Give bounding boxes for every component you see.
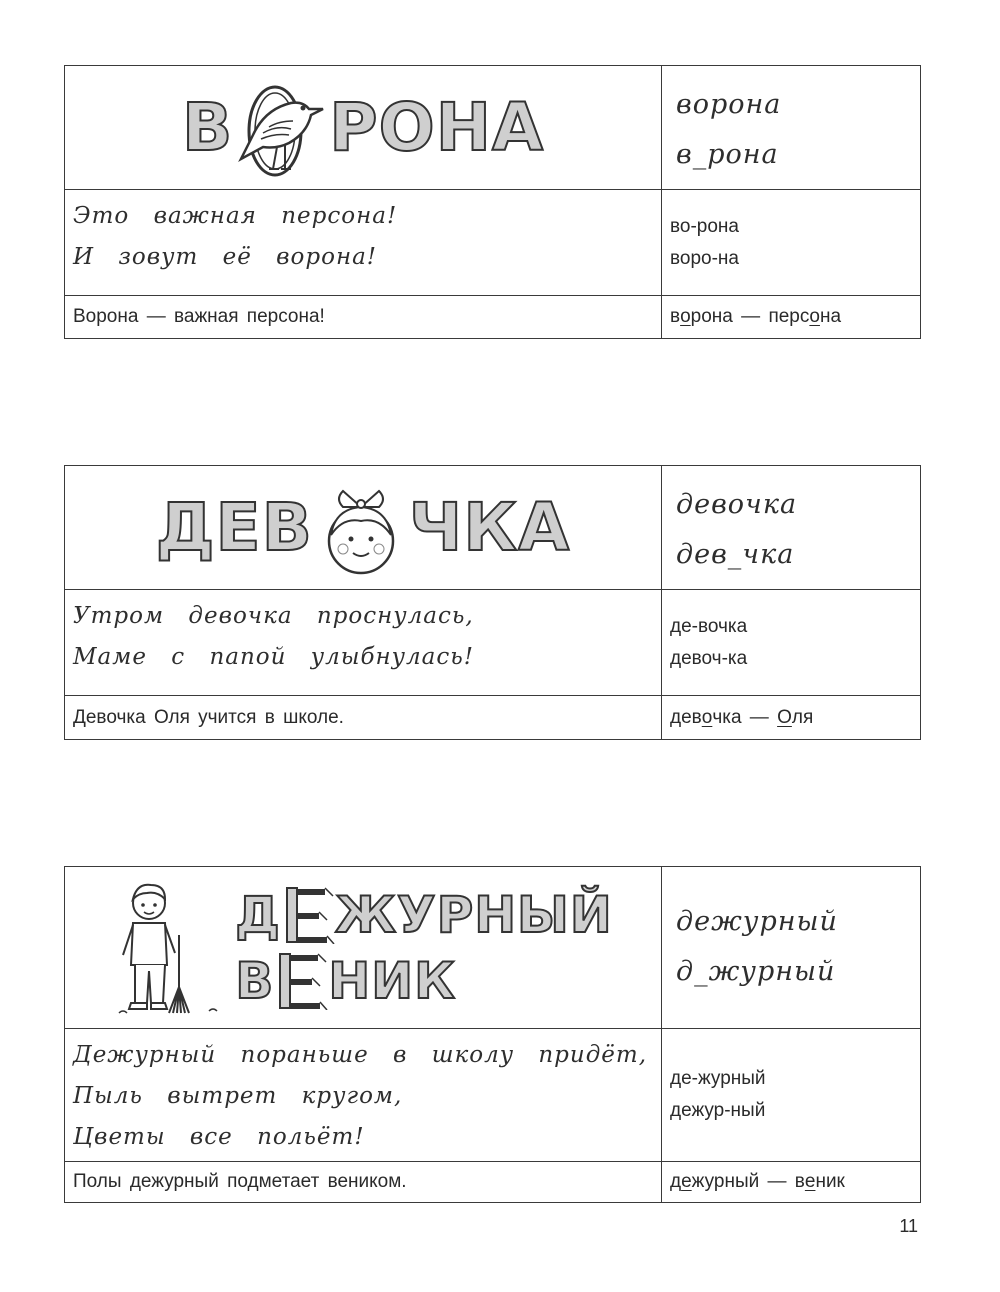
cursive-word-gap: дев_чка <box>676 539 795 570</box>
rhyme-line: Цветы все польёт! <box>73 1124 365 1150</box>
word-pair <box>662 296 920 338</box>
rhyme-line: Маме с папой улыбнулась! <box>73 644 475 670</box>
rhyme-line: Дежурный пораньше в школу придёт, <box>73 1042 648 1068</box>
cursive-spelling <box>662 66 920 190</box>
underlined-vowel: е <box>804 1171 816 1192</box>
dash: — <box>741 706 778 728</box>
rhyme-line: Пыль вытрет кругом, <box>73 1083 403 1109</box>
word-part: дев <box>670 706 702 728</box>
word-part: ник <box>815 1171 845 1192</box>
example-sentence: Девочка Оля учится в школе. <box>73 706 344 728</box>
word-part: в <box>670 306 681 327</box>
cursive-word-gap: д_журный <box>676 956 836 987</box>
underlined-vowel: е <box>681 1171 692 1192</box>
syllable-split: де-вочка <box>670 615 748 637</box>
broom-letter-e-icon <box>281 886 335 944</box>
word-pair <box>662 696 920 739</box>
cursive-rhyme <box>65 190 662 296</box>
dash: — <box>759 1171 795 1192</box>
word-banner <box>65 466 662 590</box>
word-card-vorona <box>64 65 921 339</box>
dash: — <box>732 306 769 327</box>
banner-letters-before: В <box>181 88 234 166</box>
word-banner <box>65 867 662 1029</box>
example-sentence-cell <box>65 696 662 739</box>
girl-face-icon <box>313 473 409 583</box>
example-sentence-cell <box>65 296 662 338</box>
word-banner <box>65 66 662 190</box>
word-pair-cell <box>662 696 920 739</box>
word-card-devochka <box>64 465 921 740</box>
word-part: рона <box>690 306 733 327</box>
example-sentence: Полы дежурный подметает веником. <box>73 1171 407 1192</box>
banner-two-lines <box>235 886 612 1010</box>
cursive-spelling <box>662 466 920 590</box>
word-part: чка <box>712 706 742 728</box>
syllable-split: де-журный <box>670 1068 766 1089</box>
banner-letters-rest: ЖУРНЫЙ <box>334 885 613 944</box>
cursive-word: девочка <box>676 489 798 520</box>
cursive-rhyme <box>65 1029 662 1162</box>
cursive-word: дежурный <box>676 906 838 937</box>
banner-letters-rest: НИК <box>328 951 456 1010</box>
page-number: 11 <box>899 1216 918 1236</box>
banner-letters-before: ДЕВ <box>155 488 313 566</box>
rhyme-line: И зовут её ворона! <box>73 244 378 270</box>
word-part: ля <box>791 706 814 728</box>
syllable-split: во-рона <box>670 215 739 237</box>
example-sentence: Ворона — важная персона! <box>73 306 325 327</box>
underlined-vowel: о <box>701 706 713 728</box>
word-part: журный <box>691 1171 760 1192</box>
banner-letter: Д <box>235 885 281 944</box>
word-pair <box>662 1162 920 1202</box>
underlined-vowel: о <box>680 306 691 327</box>
word-card-dezhurny <box>64 866 921 1203</box>
underlined-vowel: О <box>777 706 792 728</box>
rhyme-line: Это важная персона! <box>73 203 398 229</box>
word-part: перс <box>768 306 810 327</box>
underlined-vowel: о <box>809 306 820 327</box>
word-part: на <box>819 306 842 327</box>
word-pair-cell <box>662 1162 920 1202</box>
rhyme-line: Утром девочка проснулась, <box>73 603 474 629</box>
banner-letters-after: РОНА <box>329 88 545 166</box>
syllables-cell <box>662 1029 920 1162</box>
cursive-rhyme <box>65 590 662 696</box>
word-part: в <box>794 1171 805 1192</box>
banner-letters-after: ЧКА <box>408 488 571 566</box>
word-part: д <box>670 1171 682 1192</box>
example-sentence-cell <box>65 1162 662 1202</box>
cursive-spelling <box>662 867 920 1029</box>
banner-letter: В <box>235 951 275 1010</box>
syllables-cell <box>662 190 920 296</box>
cursive-word-gap: в_рона <box>676 139 779 170</box>
syllables-cell <box>662 590 920 696</box>
syllable-split: воро-на <box>670 247 739 269</box>
syllable-split: девоч-ка <box>670 647 748 669</box>
boy-with-broom-icon <box>113 875 233 1021</box>
broom-letter-e-icon <box>274 952 328 1010</box>
crow-icon <box>233 73 329 183</box>
syllable-split: дежур-ный <box>670 1100 766 1121</box>
cursive-word: ворона <box>676 89 782 120</box>
word-pair-cell <box>662 296 920 338</box>
